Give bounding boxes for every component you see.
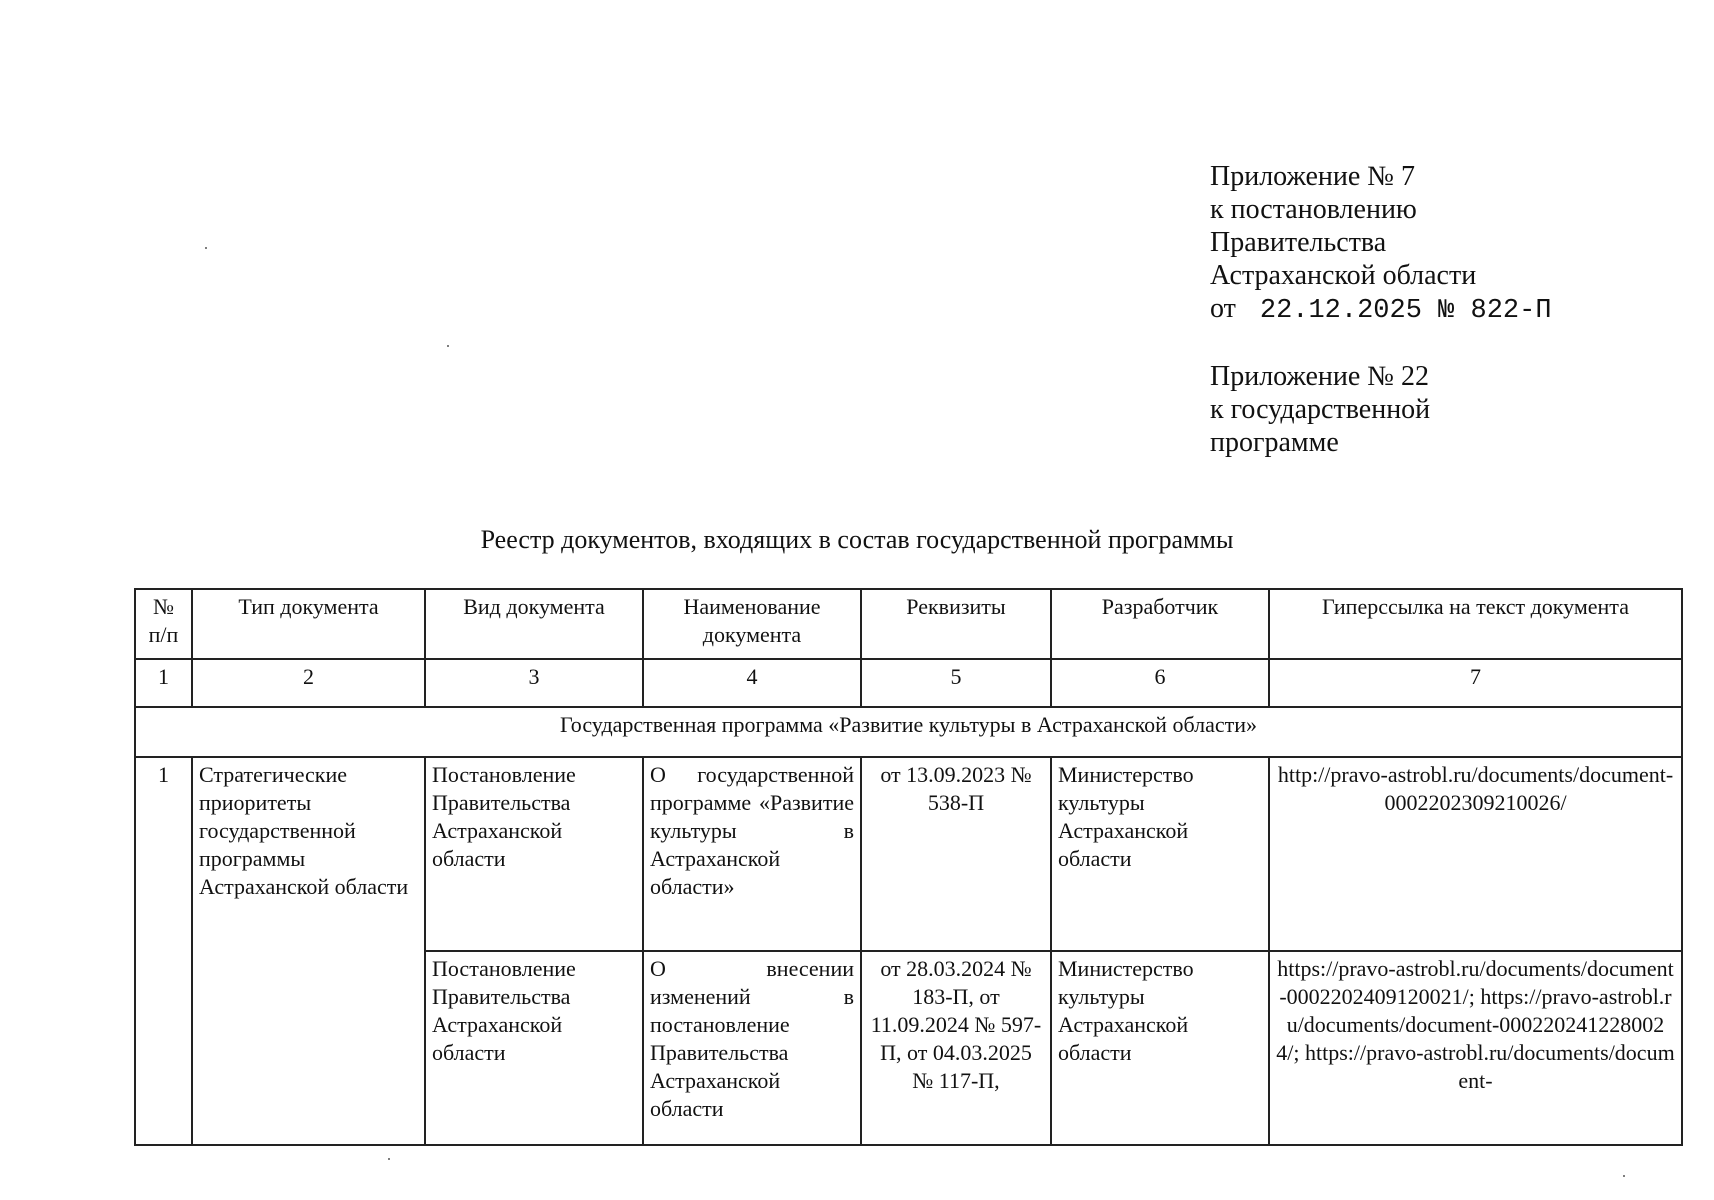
header-cell: Реквизиты <box>861 589 1051 659</box>
appendix-line: к постановлению <box>1210 194 1417 225</box>
document-kind: Постановление Правительства Астраханской области <box>425 951 643 1145</box>
document-details: от 28.03.2024 № 183-П, от 11.09.2024 № 597-П, от 04.03.2025 № 117-П, <box>861 951 1051 1145</box>
column-number: 3 <box>425 659 643 707</box>
appendix-line: программе <box>1210 427 1339 458</box>
document-name: О государственной программе «Развитие культуры в Астраханской области» <box>643 757 861 951</box>
scan-speck <box>447 345 449 347</box>
header-cell: Вид документа <box>425 589 643 659</box>
column-number: 7 <box>1269 659 1682 707</box>
registry-table <box>134 588 1683 1146</box>
document-developer: Министерство культуры Астраханской области <box>1051 951 1269 1145</box>
column-number-row <box>135 659 1682 707</box>
document-link: http://pravo-astrobl.ru/documents/document-0002202309210026/ <box>1269 757 1682 951</box>
section-row <box>135 707 1682 757</box>
appendix-line: Приложение № 22 <box>1210 361 1429 392</box>
document-name: О внесении изменений в постановление Правительства Астраханской области <box>643 951 861 1145</box>
scan-speck <box>205 247 207 249</box>
header-cell: Гиперссылка на текст документа <box>1269 589 1682 659</box>
document-kind: Постановление Правительства Астраханской области <box>425 757 643 951</box>
resolution-stamp: 22.12.2025 № 822-П <box>1259 296 1552 326</box>
appendix-line: Астраханской области <box>1210 260 1477 291</box>
section-title: Государственная программа «Развитие культуры в Астраханской области» <box>135 707 1682 757</box>
document-details: от 13.09.2023 № 538-П <box>861 757 1051 951</box>
header-cell: Разработчик <box>1051 589 1269 659</box>
row-number: 1 <box>135 757 192 1145</box>
appendix-block-current <box>1210 160 1552 328</box>
column-number: 6 <box>1051 659 1269 707</box>
document-title: Реестр документов, входящих в состав государственной программы <box>480 525 1234 554</box>
column-number: 5 <box>861 659 1051 707</box>
appendix-date-line <box>1210 292 1552 328</box>
document-developer: Министерство культуры Астраханской области <box>1051 757 1269 951</box>
table-row <box>135 757 1682 951</box>
table-header-row <box>135 589 1682 659</box>
column-number: 2 <box>192 659 425 707</box>
header-cell: Тип документа <box>192 589 425 659</box>
header-cell: Наименование документа <box>643 589 861 659</box>
date-prefix: от <box>1210 293 1236 324</box>
scan-speck <box>388 1158 390 1160</box>
appendix-block-original <box>1210 360 1430 459</box>
column-number: 4 <box>643 659 861 707</box>
appendix-line: к государственной <box>1210 394 1431 425</box>
document-type: Стратегические приоритеты государственной программы Астраханской области <box>192 757 425 1145</box>
appendix-line: Приложение № 7 <box>1210 161 1415 192</box>
scan-speck <box>1623 1175 1625 1177</box>
header-cell: № п/п <box>135 589 192 659</box>
appendix-line: Правительства <box>1210 227 1387 258</box>
column-number: 1 <box>135 659 192 707</box>
document-link: https://pravo-astrobl.ru/documents/document-0002202409120021/; https://pravo-astrobl.ru/documents/document-0002202412280024/; https://pravo-astrobl.ru/documents/document- <box>1269 951 1682 1145</box>
